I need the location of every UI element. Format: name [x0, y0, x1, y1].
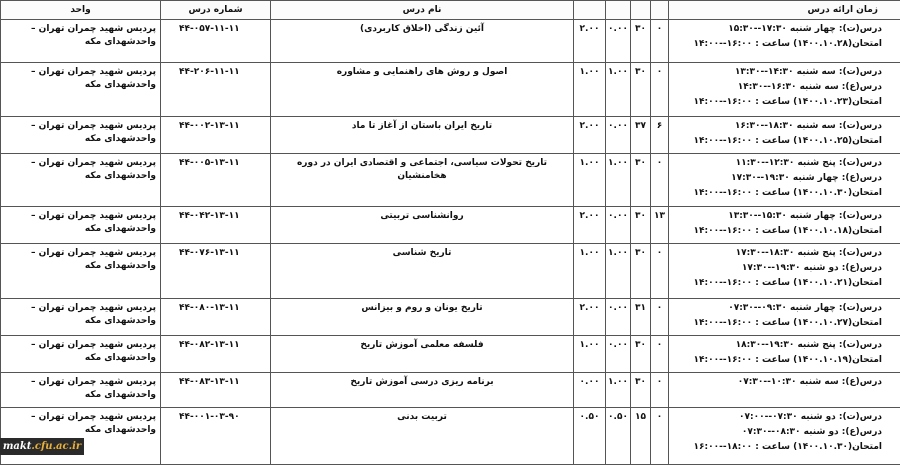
- col-1-cell: ۰.۵۰: [574, 408, 606, 465]
- course-code-cell: ۴۴-۰۴۲-۱۳-۱۱: [161, 207, 271, 244]
- col-1-cell: ۲.۰۰: [574, 117, 606, 154]
- course-name-cell: تاریخ تحولات سیاسی، اجتماعی و اقتصادی ایران در دوره هخامنشیان: [271, 154, 574, 207]
- schedule-cell: [669, 299, 900, 336]
- col-3-cell: ۳۰: [631, 154, 651, 207]
- unit-cell: پردیس شهید چمران تهران – واحدشهدای مکه: [1, 207, 161, 244]
- watermark-logo: [0, 438, 84, 455]
- schedule-line: امتحان(۱۴۰۰.۱۰.۲۸) ساعت : ۱۶:۰۰--۱۴:۰۰: [673, 38, 882, 51]
- col-3-cell: ۳۰: [631, 63, 651, 117]
- course-code-cell: ۴۴-۰۸۳-۱۳-۱۱: [161, 373, 271, 408]
- col-2-cell: ۰.۵۰: [606, 408, 631, 465]
- col-3-cell: ۳۰: [631, 20, 651, 63]
- schedule-line: امتحان(۱۴۰۰.۱۰.۲۱) ساعت : ۱۶:۰۰--۱۴:۰۰: [673, 277, 882, 290]
- schedule-cell: [669, 408, 900, 465]
- header-unit: واحد: [1, 1, 161, 20]
- course-code-cell: ۴۴-۰۷۶-۱۳-۱۱: [161, 244, 271, 299]
- schedule-cell: [669, 244, 900, 299]
- col-3-cell: ۳۰: [631, 373, 651, 408]
- course-name-cell: آئین زندگی (اخلاق کاربردی): [271, 20, 574, 63]
- unit-cell: پردیس شهید چمران تهران – واحدشهدای مکه: [1, 20, 161, 63]
- col-3-cell: ۱۵: [631, 408, 651, 465]
- header-schedule: زمان ارائه درس: [669, 1, 900, 20]
- course-name-cell: اصول و روش های راهنمایی و مشاوره: [271, 63, 574, 117]
- header-col-4: [651, 1, 669, 20]
- col-4-cell: ۰: [651, 63, 669, 117]
- schedule-cell: [669, 336, 900, 373]
- unit-cell: پردیس شهید چمران تهران – واحدشهدای مکه: [1, 117, 161, 154]
- schedule-line: درس(ع): چهار شنبه ۱۹:۳۰--۱۷:۳۰: [673, 172, 882, 185]
- schedule-line: درس(ت): چهار شنبه ۰۹:۳۰--۰۷:۳۰: [673, 302, 882, 315]
- col-4-cell: ۱۳: [651, 207, 669, 244]
- schedule-line: امتحان(۱۴۰۰.۱۰.۱۸) ساعت : ۱۶:۰۰--۱۴:۰۰: [673, 225, 882, 238]
- col-4-cell: ۰: [651, 154, 669, 207]
- course-name-cell: تاریخ یونان و روم و بیزانس: [271, 299, 574, 336]
- col-1-cell: ۰.۰۰: [574, 373, 606, 408]
- watermark-text-1: makt: [3, 441, 32, 452]
- schedule-cell: [669, 63, 900, 117]
- col-4-cell: ۶: [651, 117, 669, 154]
- course-code-cell: ۴۴-۰۵۷-۱۱-۱۱: [161, 20, 271, 63]
- table-row: [1, 299, 900, 336]
- schedule-line: درس(ت): پنج شنبه ۱۲:۳۰--۱۱:۳۰: [673, 157, 882, 170]
- schedule-cell: [669, 117, 900, 154]
- col-3-cell: ۳۱: [631, 299, 651, 336]
- unit-cell: پردیس شهید چمران تهران – واحدشهدای مکه: [1, 336, 161, 373]
- col-3-cell: ۳۰: [631, 336, 651, 373]
- schedule-cell: [669, 20, 900, 63]
- course-code-cell: ۴۴-۰۸۰-۱۳-۱۱: [161, 299, 271, 336]
- col-3-cell: ۳۰: [631, 244, 651, 299]
- unit-cell: پردیس شهید چمران تهران – واحدشهدای مکه: [1, 373, 161, 408]
- schedule-line: درس(ع): سه شنبه ۱۰:۳۰--۰۷:۳۰: [673, 376, 882, 389]
- table-row: [1, 63, 900, 117]
- course-name-cell: تاریخ شناسی: [271, 244, 574, 299]
- schedule-cell: [669, 207, 900, 244]
- col-1-cell: ۲.۰۰: [574, 207, 606, 244]
- schedule-line: درس(ع): دو شنبه ۰۸:۳۰--۰۷:۳۰: [673, 426, 882, 439]
- col-1-cell: ۱.۰۰: [574, 63, 606, 117]
- unit-cell: پردیس شهید چمران تهران – واحدشهدای مکه: [1, 299, 161, 336]
- col-2-cell: ۰.۰۰: [606, 336, 631, 373]
- course-name-cell: روانشناسی تربیتی: [271, 207, 574, 244]
- course-code-cell: ۴۴-۰۰۵-۱۳-۱۱: [161, 154, 271, 207]
- unit-cell: پردیس شهید چمران تهران – واحدشهدای مکه: [1, 154, 161, 207]
- col-4-cell: ۰: [651, 373, 669, 408]
- col-3-cell: ۳۰: [631, 207, 651, 244]
- col-4-cell: ۰: [651, 20, 669, 63]
- schedule-line: درس(ت): چهار شنبه ۱۷:۳۰--۱۵:۳۰: [673, 23, 882, 36]
- header-course-code: شماره درس: [161, 1, 271, 20]
- schedule-line: درس(ت): پنج شنبه ۱۸:۳۰--۱۷:۳۰: [673, 247, 882, 260]
- col-4-cell: ۰: [651, 336, 669, 373]
- course-code-cell: ۴۴-۰۰۱-۰۳-۹۰: [161, 408, 271, 465]
- course-code-cell: ۴۴-۲۰۶-۱۱-۱۱: [161, 63, 271, 117]
- col-2-cell: ۱.۰۰: [606, 63, 631, 117]
- col-1-cell: ۲.۰۰: [574, 299, 606, 336]
- unit-cell: پردیس شهید چمران تهران – واحدشهدای مکه: [1, 408, 161, 465]
- col-1-cell: ۱.۰۰: [574, 336, 606, 373]
- schedule-line: امتحان(۱۴۰۰.۱۰.۲۳) ساعت : ۱۶:۰۰--۱۴:۰۰: [673, 96, 882, 109]
- schedule-line: امتحان(۱۴۰۰.۱۰.۲۷) ساعت : ۱۶:۰۰--۱۴:۰۰: [673, 317, 882, 330]
- table-row: [1, 154, 900, 207]
- watermark-text-2: .cfu.ac.ir: [31, 441, 81, 452]
- col-2-cell: ۱.۰۰: [606, 244, 631, 299]
- schedule-line: امتحان(۱۴۰۰.۱۰.۳۰) ساعت : ۱۶:۰۰--۱۴:۰۰: [673, 187, 882, 200]
- col-3-cell: ۳۷: [631, 117, 651, 154]
- schedule-cell: [669, 154, 900, 207]
- schedule-line: درس(ت): دو شنبه ۰۷:۳۰--۰۷:۰۰: [673, 411, 882, 424]
- col-1-cell: ۱.۰۰: [574, 154, 606, 207]
- table-row: [1, 20, 900, 63]
- table-row: [1, 117, 900, 154]
- col-2-cell: ۰.۰۰: [606, 117, 631, 154]
- col-2-cell: ۱.۰۰: [606, 373, 631, 408]
- schedule-line: درس(ت): سه شنبه ۱۸:۳۰--۱۶:۳۰: [673, 120, 882, 133]
- unit-cell: پردیس شهید چمران تهران – واحدشهدای مکه: [1, 244, 161, 299]
- course-name-cell: برنامه ریزی درسی آموزش تاریخ: [271, 373, 574, 408]
- header-course-name: نام درس: [271, 1, 574, 20]
- table-row: [1, 373, 900, 408]
- course-name-cell: تربیت بدنی: [271, 408, 574, 465]
- col-2-cell: ۱.۰۰: [606, 154, 631, 207]
- schedule-line: درس(ت): سه شنبه ۱۴:۳۰--۱۳:۳۰: [673, 66, 882, 79]
- col-2-cell: ۰.۰۰: [606, 299, 631, 336]
- schedule-line: امتحان(۱۴۰۰.۱۰.۳۰) ساعت : ۱۸:۰۰--۱۶:۰۰: [673, 441, 882, 454]
- schedule-line: درس(ت): پنج شنبه ۱۹:۳۰--۱۸:۳۰: [673, 339, 882, 352]
- unit-cell: پردیس شهید چمران تهران – واحدشهدای مکه: [1, 63, 161, 117]
- schedule-line: درس(ع): دو شنبه ۱۹:۳۰--۱۷:۳۰: [673, 262, 882, 275]
- schedule-cell: [669, 373, 900, 408]
- header-col-2: [606, 1, 631, 20]
- course-code-cell: ۴۴-۰۰۲-۱۳-۱۱: [161, 117, 271, 154]
- col-4-cell: ۰: [651, 408, 669, 465]
- table-row: [1, 408, 900, 465]
- col-1-cell: ۲.۰۰: [574, 20, 606, 63]
- col-1-cell: ۱.۰۰: [574, 244, 606, 299]
- col-4-cell: ۰: [651, 299, 669, 336]
- table-row: [1, 336, 900, 373]
- header-col-1: [574, 1, 606, 20]
- schedule-line: درس(ت): چهار شنبه ۱۵:۳۰--۱۳:۳۰: [673, 210, 882, 223]
- table-row: [1, 244, 900, 299]
- schedule-line: امتحان(۱۴۰۰.۱۰.۱۹) ساعت : ۱۶:۰۰--۱۴:۰۰: [673, 354, 882, 367]
- course-name-cell: فلسفه معلمی آموزش تاریخ: [271, 336, 574, 373]
- table-row: [1, 207, 900, 244]
- col-2-cell: ۰.۰۰: [606, 20, 631, 63]
- col-4-cell: ۰: [651, 244, 669, 299]
- table-header-row: [1, 1, 900, 20]
- course-code-cell: ۴۴-۰۸۲-۱۳-۱۱: [161, 336, 271, 373]
- schedule-line: درس(ع): سه شنبه ۱۶:۳۰--۱۴:۳۰: [673, 81, 882, 94]
- col-2-cell: ۰.۰۰: [606, 207, 631, 244]
- schedule-line: امتحان(۱۴۰۰.۱۰.۲۵) ساعت : ۱۶:۰۰--۱۴:۰۰: [673, 135, 882, 148]
- course-name-cell: تاریخ ایران باستان از آغاز تا ماد: [271, 117, 574, 154]
- header-col-3: [631, 1, 651, 20]
